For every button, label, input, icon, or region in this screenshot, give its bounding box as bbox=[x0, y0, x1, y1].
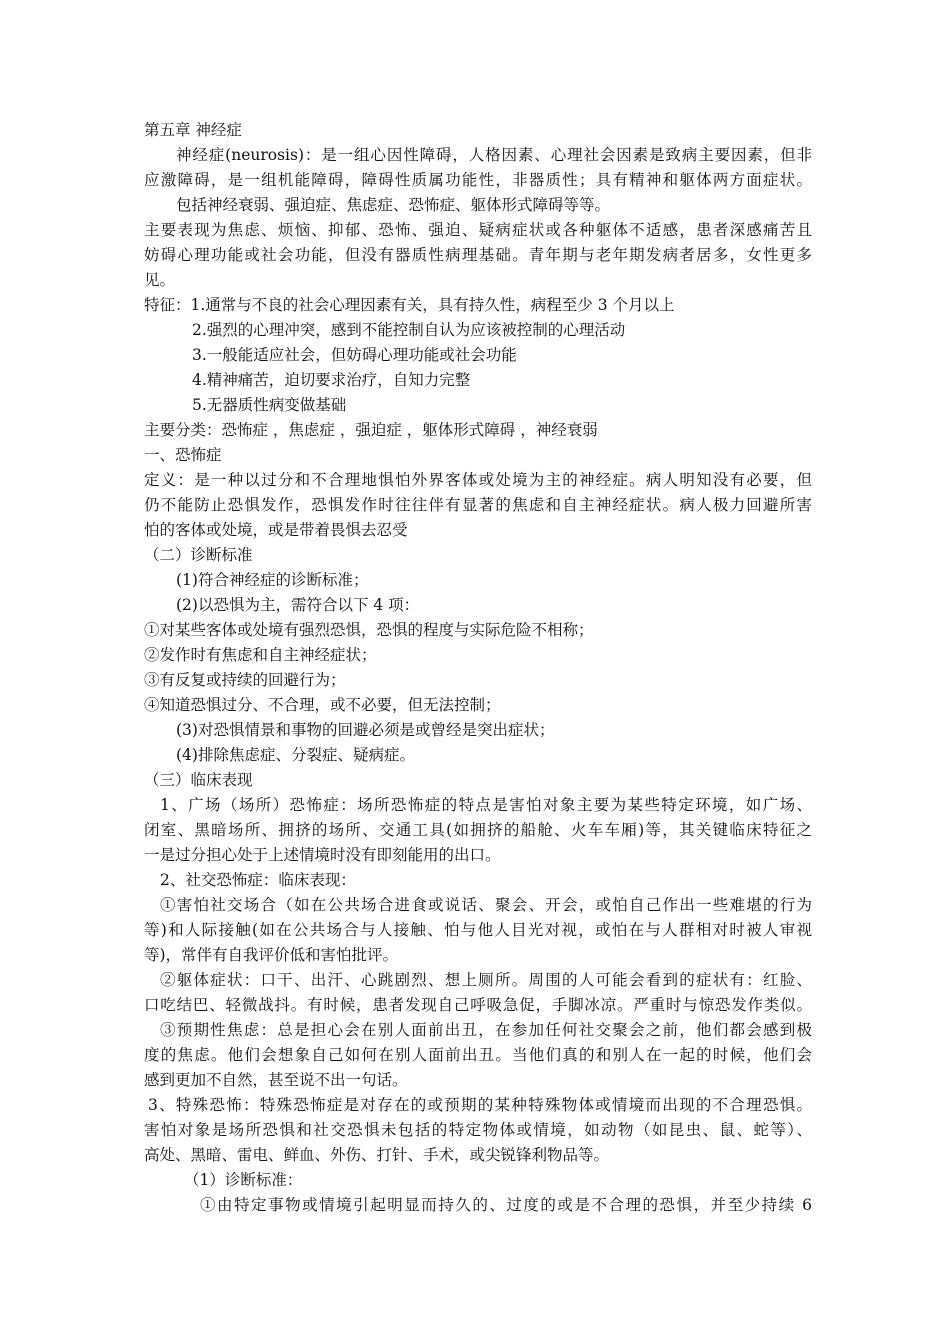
criteria-item: (4)排除焦虑症、分裂症、疑病症。 bbox=[176, 746, 415, 764]
paragraph-line: 口吃结巴、轻微战抖。有时候，患者发现自己呼吸急促，手脚冰凉。严重时与惊恐发作类似。 bbox=[144, 996, 812, 1014]
paragraph-line: 等)，常伴有自我评价低和害怕批评。 bbox=[144, 946, 399, 964]
criteria-subitem: ②发作时有焦虑和自主神经症状； bbox=[144, 646, 377, 664]
paragraph-line: ③预期性焦虑：总是担心会在别人面前出丑，在参加任何社交聚会之前，他们都会感到极 bbox=[160, 1021, 812, 1039]
subsection-heading: （三）临床表现 bbox=[144, 771, 253, 789]
paragraph-line: 主要表现为焦虑、烦恼、抑郁、恐怖、强迫、疑病症状或各种躯体不适感，患者深感痛苦且 bbox=[144, 221, 812, 239]
paragraph-line: 一是过分担心处于上述情境时没有即刻能用的出口。 bbox=[144, 846, 501, 864]
paragraph-line: ①害怕社交场合（如在公共场合进食或说话、聚会、开会，或怕自己作出一些难堪的行为 bbox=[160, 896, 812, 914]
paragraph-line: 闭室、黑暗场所、拥挤的场所、交通工具(如拥挤的船舱、火车车厢)等，其关键临床特征之 bbox=[144, 821, 812, 839]
paragraph-line: 感到更加不自然，甚至说不出一句话。 bbox=[144, 1071, 408, 1089]
criteria-subitem: ①对某些客体或处境有强烈恐惧，恐惧的程度与实际危险不相称； bbox=[144, 621, 594, 639]
criteria-subitem: ④知道恐惧过分、不合理，或不必要，但无法控制； bbox=[144, 696, 501, 714]
paragraph-line: 度的焦虑。他们会想象自己如何在别人面前出丑。当他们真的和别人在一起的时候，他们会 bbox=[144, 1046, 812, 1064]
section-heading: 一、恐怖症 bbox=[144, 446, 222, 464]
paragraph-line: 神经症(neurosis)：是一组心因性障碍，人格因素、心理社会因素是致病主要因素，但非 bbox=[176, 146, 812, 164]
paragraph-line: 1、广场（场所）恐怖症：场所恐怖症的特点是害怕对象主要为某些特定环境，如广场、 bbox=[160, 796, 812, 814]
criteria-subitem: ③有反复或持续的回避行为； bbox=[144, 671, 346, 689]
feature-item: 4.精神痛苦，迫切要求治疗，自知力完整 bbox=[192, 371, 471, 389]
paragraph-line: 见。 bbox=[144, 271, 176, 289]
classification-line: 主要分类：恐怖症 ，焦虑症 ，强迫症 ，躯体形式障碍 ，神经衰弱 bbox=[144, 421, 598, 439]
paragraph-line: ①由特定事物或情境引起明显而持久的、过度的或是不合理的恐惧，并至少持续 6 bbox=[200, 1196, 812, 1214]
paragraph-line: 害怕对象是场所恐惧和社交恐惧未包括的特定物体或情境，如动物（如昆虫、鼠、蛇等）、 bbox=[144, 1121, 812, 1139]
paragraph-line: 定义：是一种以过分和不合理地惧怕外界客体或处境为主的神经症。病人明知没有必要，但 bbox=[144, 471, 812, 489]
feature-item: 特征：1.通常与不良的社会心理因素有关，具有持久性，病程至少 3 个月以上 bbox=[144, 296, 675, 314]
criteria-item: (1)符合神经症的诊断标准； bbox=[176, 571, 369, 589]
criteria-item: (2)以恐惧为主，需符合以下 4 项： bbox=[176, 596, 420, 614]
paragraph-line: 仍不能防止恐惧发作，恐惧发作时往往伴有显著的焦虑和自主神经症状。病人极力回避所害 bbox=[144, 496, 812, 514]
subsection-heading: （二）诊断标准 bbox=[144, 546, 253, 564]
paragraph-line: 妨碍心理功能或社会功能，但没有器质性病理基础。青年期与老年期发病者居多，女性更多 bbox=[144, 246, 812, 264]
paragraph-line: 应激障碍，是一组机能障碍，障碍性质属功能性，非器质性；具有精神和躯体两方面症状。 bbox=[144, 171, 812, 189]
feature-item: 5.无器质性病变做基础 bbox=[192, 396, 347, 414]
paragraph-line: 等)和人际接触(如在公共场合与人接触、怕与他人目光对视，或怕在与人群相对时被人审视 bbox=[144, 921, 812, 939]
paragraph-line: ②躯体症状：口干、出汗、心跳剧烈、想上厕所。周围的人可能会看到的症状有：红脸、 bbox=[160, 971, 812, 989]
paragraph-line: 包括神经衰弱、强迫症、焦虑症、恐怖症、躯体形式障碍等等。 bbox=[176, 196, 611, 214]
subsection-heading: （1）诊断标准： bbox=[184, 1171, 303, 1189]
paragraph-line: 高处、黑暗、雷电、鲜血、外伤、打针、手术，或尖锐锋利物品等。 bbox=[144, 1146, 610, 1164]
criteria-item: (3)对恐惧情景和事物的回避必须是或曾经是突出症状； bbox=[176, 721, 555, 739]
chapter-title: 第五章 神经症 bbox=[144, 121, 242, 139]
paragraph-line: 怕的客体或处境，或是带着畏惧去忍受 bbox=[144, 521, 408, 539]
paragraph-line: 3、特殊恐怖：特殊恐怖症是对存在的或预期的某种特殊物体或情境而出现的不合理恐惧。 bbox=[148, 1096, 812, 1114]
subsection-title: 2、社交恐怖症：临床表现： bbox=[160, 871, 356, 889]
feature-item: 2.强烈的心理冲突，感到不能控制自认为应该被控制的心理活动 bbox=[192, 321, 626, 339]
feature-item: 3.一般能适应社会，但妨碍心理功能或社会功能 bbox=[192, 346, 517, 364]
